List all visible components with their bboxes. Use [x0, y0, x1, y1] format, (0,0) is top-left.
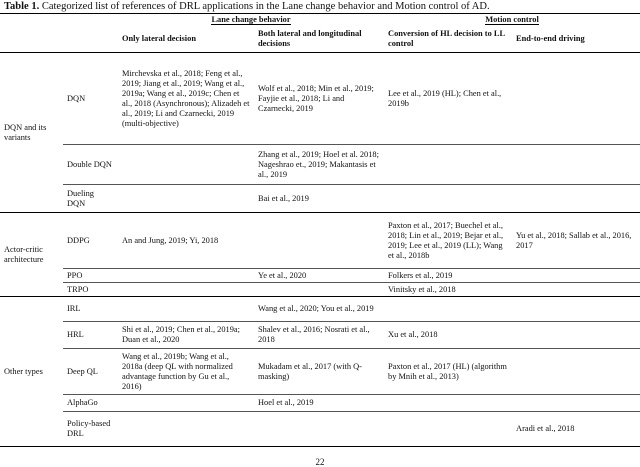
cell-both-lateral: Mukadam et al., 2017 (with Q-masking) — [254, 349, 384, 395]
table-row — [0, 283, 640, 297]
cell-both-lateral — [254, 283, 384, 297]
cell-end-to-end: Yu et al., 2018; Sallab et al., 2016, 2017 — [516, 230, 632, 250]
page-number: 22 — [315, 457, 325, 467]
table-row — [0, 145, 640, 185]
cell-both-lateral: Hoel et al., 2019 — [254, 395, 384, 412]
header-empty — [0, 14, 63, 27]
method-double-dqn: Double DQN — [63, 145, 118, 185]
cell-both-lateral: Shalev et al., 2016; Nosrati et al., 2018 — [254, 322, 384, 349]
caption-text: Categorized list of references of DRL applications in the Lane change behavior and Motion control of AD. — [39, 1, 490, 12]
table-row — [0, 349, 640, 395]
method-dueling-dqn: Dueling DQN — [63, 185, 118, 213]
header-empty — [63, 26, 118, 53]
cell-both-lateral: Zhang et al., 2019; Hoel et al. 2018; Nageshrao et., 2019; Makantasis et al., 2019 — [254, 145, 384, 185]
cell-conversion — [384, 297, 512, 322]
method-irl: IRL — [67, 304, 81, 313]
cell-only-lateral — [118, 412, 254, 447]
cell-both-lateral: Wang et al., 2020; You et al., 2019 — [258, 304, 374, 313]
cell-end-to-end — [512, 145, 640, 185]
header-end-to-end: End-to-end driving — [516, 34, 585, 43]
cell-end-to-end — [512, 297, 640, 322]
cell-conversion: Vinitsky et al., 2018 — [384, 283, 512, 297]
method-deep-ql: Deep QL — [63, 349, 118, 395]
cell-only-lateral: Mirchevska et al., 2018; Feng et al., 2019; Jiang et al., 2019; Wang et al., 2019a; Wang et al., 2019c; Chen et al., 2018 (Asynchronous); Alizadeh et al., 2019; Li and Czarnecki, 2019 (multi-objective) — [122, 68, 250, 128]
method-ppo: PPO — [63, 269, 118, 283]
cell-only-lateral — [118, 269, 254, 283]
cell-both-lateral — [254, 412, 384, 447]
header-row-1 — [0, 14, 640, 27]
method-alphago: AlphaGo — [63, 395, 118, 412]
table-caption — [4, 0, 490, 13]
cell-only-lateral — [118, 185, 254, 213]
header-row-2 — [0, 26, 640, 53]
method-trpo: TRPO — [63, 283, 118, 297]
header-conversion: Conversion of HL decision to LL control — [388, 29, 505, 48]
cell-end-to-end — [512, 269, 640, 283]
group-other: Other types — [4, 366, 43, 376]
method-policy-drl: Policy-based DRL — [63, 412, 118, 447]
cell-end-to-end — [512, 185, 640, 213]
cell-conversion: Lee et al., 2019 (HL); Chen et al., 2019b — [388, 88, 502, 108]
table-row — [0, 53, 640, 145]
cell-both-lateral: Bai et al., 2019 — [254, 185, 384, 213]
cell-only-lateral — [118, 297, 254, 322]
table-row — [0, 322, 640, 349]
method-hrl: HRL — [63, 322, 118, 349]
header-lane-change: Lane change behavior — [211, 15, 291, 24]
header-motion-control: Motion control — [485, 15, 539, 24]
cell-only-lateral — [118, 395, 254, 412]
cell-only-lateral: Shi et al., 2019; Chen et al., 2019a; Duan et al., 2020 — [118, 322, 254, 349]
cell-conversion: Xu et al., 2018 — [384, 322, 512, 349]
cell-conversion — [384, 395, 512, 412]
cell-conversion: Paxton et al., 2017; Buechel et al., 2018; Lin et al., 2019; Bejar et al., 2019; Lee et al., 2019 (LL); Wang et al., 2018b — [388, 220, 504, 260]
table-row — [0, 395, 640, 412]
cell-both-lateral — [254, 213, 384, 269]
header-empty — [63, 14, 118, 27]
cell-end-to-end — [512, 53, 640, 145]
cell-conversion: Paxton et al., 2017 (HL) (algorithm by Mnih et al., 2013) — [384, 349, 512, 395]
cell-conversion — [384, 185, 512, 213]
table-row — [0, 269, 640, 283]
cell-only-lateral: Wang et al., 2019b; Wang et al., 2018a (deep QL with normalized advantage function by Gu et al., 2016) — [118, 349, 254, 395]
caption-label: Table 1. — [4, 1, 40, 12]
header-empty — [0, 26, 63, 53]
cell-only-lateral — [118, 145, 254, 185]
cell-both-lateral: Wolf et al., 2018; Min et al., 2019; Fayjie et al., 2018; Li and Czarnecki, 2019 — [258, 83, 374, 113]
cell-end-to-end — [512, 349, 640, 395]
cell-only-lateral — [118, 283, 254, 297]
cell-end-to-end — [512, 395, 640, 412]
method-dqn: DQN — [67, 93, 86, 103]
header-both-lateral: Both lateral and longitudinal decisions — [258, 29, 362, 48]
cell-end-to-end: Aradi et al., 2018 — [512, 412, 640, 447]
references-table — [0, 13, 640, 447]
header-only-lateral: Only lateral decision — [122, 34, 196, 43]
cell-end-to-end — [512, 283, 640, 297]
group-dqn: DQN and its variants — [4, 122, 47, 142]
method-ddpg: DDPG — [67, 235, 90, 245]
cell-conversion: Folkers et al., 2019 — [384, 269, 512, 283]
table-row — [0, 185, 640, 213]
table-row — [0, 213, 640, 269]
cell-conversion — [384, 145, 512, 185]
cell-end-to-end — [512, 322, 640, 349]
cell-both-lateral: Ye et al., 2020 — [254, 269, 384, 283]
table-row — [0, 412, 640, 447]
cell-only-lateral: An and Jung, 2019; Yi, 2018 — [122, 235, 219, 245]
cell-conversion — [384, 412, 512, 447]
group-actor-critic: Actor-critic architecture — [4, 244, 44, 264]
table-row — [0, 297, 640, 322]
